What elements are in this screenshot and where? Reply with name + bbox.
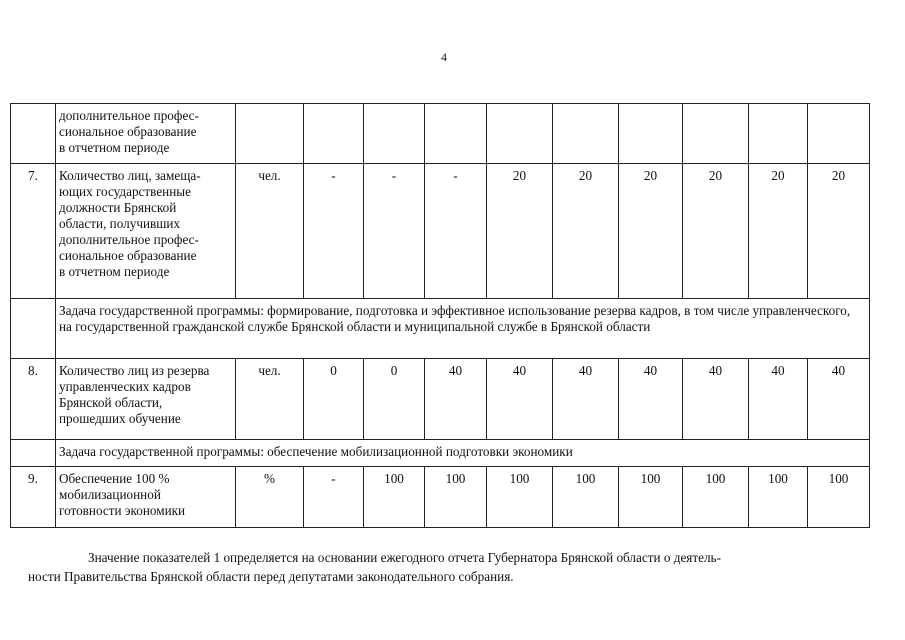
value-cell [749,104,808,164]
value-cell [683,104,749,164]
unit-cell: чел. [236,164,304,299]
value-cell: 100 [619,467,683,528]
value-cell: 40 [553,359,619,440]
indicator-row [11,164,870,299]
value-cell: 20 [808,164,870,299]
value-cell: 40 [808,359,870,440]
indicator-row [11,104,870,164]
indicator-row [11,467,870,528]
task-row [11,440,870,467]
indicator-name-cell: дополнительное профес- сиональное образование в отчетном периоде [56,104,236,164]
value-cell [619,104,683,164]
value-cell: 20 [553,164,619,299]
indicators-table [10,103,870,528]
value-cell: 100 [808,467,870,528]
value-cell: 40 [619,359,683,440]
indicator-name-cell: Количество лиц, замеща- ющих государственные должности Брянской области, получивших дополнительное профес- сиональное образование в отчетном периоде [56,164,236,299]
footnote-line-2: ности Правительства Брянской области перед депутатами законодательного собрания. [28,569,514,584]
footnote-paragraph [28,548,848,586]
indicator-name-cell: Обеспечение 100 % мобилизационной готовности экономики [56,467,236,528]
row-number-cell: 7. [11,164,56,299]
unit-cell [236,104,304,164]
row-number-cell [11,299,56,359]
task-description-cell: Задача государственной программы: формирование, подготовка и эффективное использование резерва кадров, в том числе управленческого, на государственной гражданской службе Брянской области и муниципальной службе в Брянской области [56,299,870,359]
value-cell: 40 [425,359,487,440]
row-number-cell [11,104,56,164]
value-cell: 0 [364,359,425,440]
value-cell: - [304,164,364,299]
value-cell: 100 [425,467,487,528]
value-cell: 20 [487,164,553,299]
value-cell [304,104,364,164]
value-cell: 100 [364,467,425,528]
value-cell: 100 [487,467,553,528]
value-cell: - [425,164,487,299]
indicator-row [11,359,870,440]
row-number-cell: 9. [11,467,56,528]
value-cell [487,104,553,164]
task-row [11,299,870,359]
value-cell [808,104,870,164]
value-cell: 100 [553,467,619,528]
value-cell [425,104,487,164]
unit-cell: % [236,467,304,528]
value-cell: - [304,467,364,528]
unit-cell: чел. [236,359,304,440]
value-cell: 20 [749,164,808,299]
page-number: 4 [441,50,447,64]
value-cell: 100 [683,467,749,528]
value-cell: 20 [683,164,749,299]
value-cell [364,104,425,164]
value-cell: 40 [749,359,808,440]
value-cell [553,104,619,164]
value-cell: 40 [487,359,553,440]
value-cell: 100 [749,467,808,528]
footnote-line-1: Значение показателей 1 определяется на основании ежегодного отчета Губернатора Брянской области о деятель- [88,550,721,565]
value-cell: 20 [619,164,683,299]
task-description-cell: Задача государственной программы: обеспечение мобилизационной подготовки экономики [56,440,870,467]
row-number-cell [11,440,56,467]
indicator-name-cell: Количество лиц из резерва управленческих кадров Брянской области, прошедших обучение [56,359,236,440]
value-cell: 40 [683,359,749,440]
row-number-cell: 8. [11,359,56,440]
value-cell: - [364,164,425,299]
value-cell: 0 [304,359,364,440]
